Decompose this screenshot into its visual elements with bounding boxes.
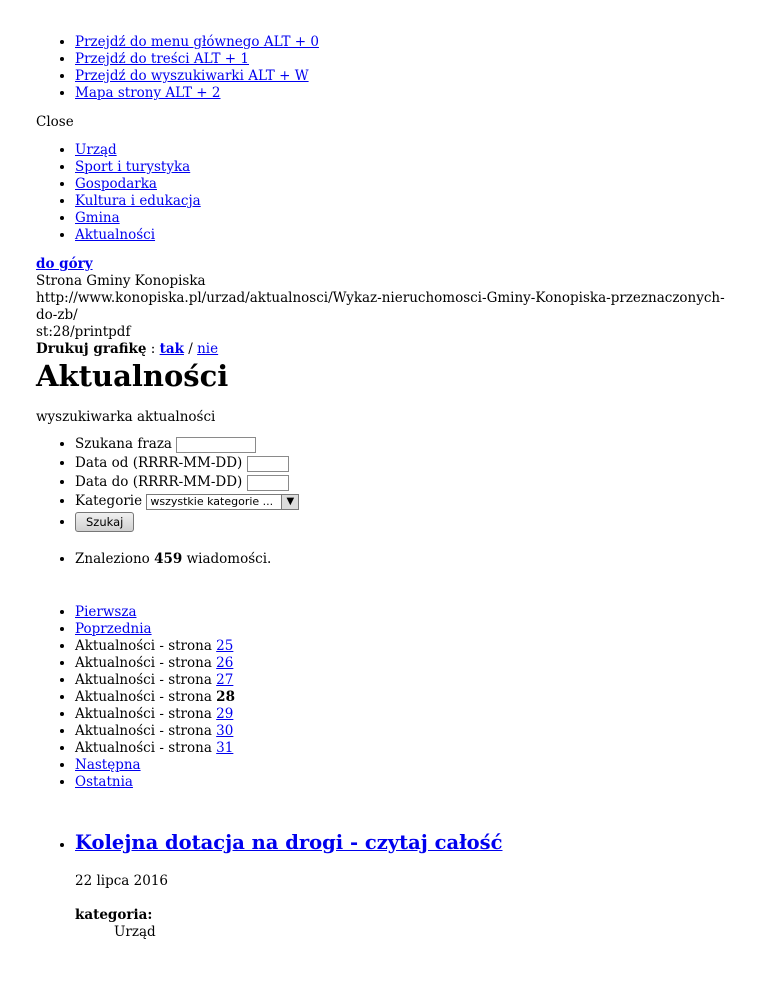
results-count-item xyxy=(75,551,271,568)
results-prefix: Znaleziono xyxy=(75,551,150,567)
pager-next-link[interactable]: Następna xyxy=(75,757,141,773)
page-url-line2: st:28/printpdf xyxy=(36,324,131,340)
results-summary xyxy=(36,551,271,568)
search-phrase-label: Szukana fraza xyxy=(75,436,172,452)
menu-link-gospodarka[interactable]: Gospodarka xyxy=(75,176,157,192)
search-phrase-input[interactable] xyxy=(176,437,256,453)
pager-page-prefix: Aktualności - strona xyxy=(75,672,212,688)
results-count: 459 xyxy=(154,551,183,567)
print-slash: / xyxy=(188,341,193,357)
menu-item xyxy=(75,176,201,193)
menu-item xyxy=(75,227,201,244)
site-name: Strona Gminy Konopiska xyxy=(36,273,206,289)
pager-item xyxy=(75,672,235,689)
news-category-label: kategoria: xyxy=(75,907,153,923)
menu-link-gmina[interactable]: Gmina xyxy=(75,210,120,226)
pager-item xyxy=(75,774,235,791)
menu-item xyxy=(75,210,201,227)
search-phrase-row xyxy=(75,436,299,455)
main-menu xyxy=(36,142,201,244)
print-graphics-row xyxy=(36,341,732,358)
date-to-input[interactable] xyxy=(247,475,289,491)
pager-current-page: 28 xyxy=(216,689,235,705)
menu-link-kultura[interactable]: Kultura i edukacja xyxy=(75,193,201,209)
skip-to-menu-link[interactable]: Przejdź do menu głównego ALT + 0 xyxy=(75,34,319,50)
news-item xyxy=(75,830,503,941)
search-submit-button[interactable]: Szukaj xyxy=(75,512,134,532)
skip-link-item xyxy=(75,51,319,68)
skip-to-content-link[interactable]: Przejdź do treści ALT + 1 xyxy=(75,51,249,67)
pager-item xyxy=(75,706,235,723)
menu-item xyxy=(75,193,201,210)
pager-page-link[interactable]: 29 xyxy=(216,706,234,722)
skip-link-item xyxy=(75,85,319,102)
pager-item xyxy=(75,689,235,706)
pager-item xyxy=(75,638,235,655)
category-select-value: wszystkie kategorie ... xyxy=(150,495,274,508)
date-from-row xyxy=(75,455,299,474)
dropdown-arrow-icon[interactable]: ▼ xyxy=(281,495,298,509)
category-label: Kategorie xyxy=(75,493,143,509)
skip-link-item xyxy=(75,68,319,85)
news-category-value: Urząd xyxy=(114,924,156,940)
pager-item xyxy=(75,740,235,757)
pager-page-prefix: Aktualności - strona xyxy=(75,689,212,705)
menu-link-urzad[interactable]: Urząd xyxy=(75,142,117,158)
category-select[interactable] xyxy=(146,494,299,510)
menu-item xyxy=(75,142,201,159)
pager-item xyxy=(75,655,235,672)
search-form xyxy=(36,436,299,531)
results-suffix: wiadomości. xyxy=(186,551,272,567)
pager-item xyxy=(75,604,235,621)
news-title-link[interactable]: Kolejna dotacja na drogi - czytaj całość xyxy=(75,831,503,854)
pager-item xyxy=(75,723,235,740)
pager-page-prefix: Aktualności - strona xyxy=(75,740,212,756)
date-to-row xyxy=(75,474,299,493)
menu-link-aktualnosci[interactable]: Aktualności xyxy=(75,227,156,243)
pager-first-link[interactable]: Pierwsza xyxy=(75,604,137,620)
menu-link-sport[interactable]: Sport i turystyka xyxy=(75,159,191,175)
pager-page-link[interactable]: 31 xyxy=(216,740,234,756)
pager-page-prefix: Aktualności - strona xyxy=(75,638,212,654)
pager-page-prefix: Aktualności - strona xyxy=(75,723,212,739)
category-row xyxy=(75,493,299,512)
pager-page-prefix: Aktualności - strona xyxy=(75,655,212,671)
news-list xyxy=(36,830,503,941)
sitemap-link[interactable]: Mapa strony ALT + 2 xyxy=(75,85,221,101)
submit-row xyxy=(75,512,299,531)
skip-link-item xyxy=(75,34,319,51)
pager-page-link[interactable]: 30 xyxy=(216,723,234,739)
print-graphics-no-link[interactable]: nie xyxy=(197,341,219,357)
pagination xyxy=(36,604,235,791)
pager-item xyxy=(75,621,235,638)
pager-page-link[interactable]: 26 xyxy=(216,655,234,671)
menu-item xyxy=(75,159,201,176)
close-label[interactable]: Close xyxy=(36,114,74,130)
back-to-top-link[interactable]: do góry xyxy=(36,256,93,272)
pager-item xyxy=(75,757,235,774)
print-info xyxy=(36,256,732,358)
pager-page-link[interactable]: 25 xyxy=(216,638,234,654)
date-from-label: Data od (RRRR-MM-DD) xyxy=(75,455,243,471)
skip-to-search-link[interactable]: Przejdź do wyszukiwarki ALT + W xyxy=(75,68,309,84)
pager-prev-link[interactable]: Poprzednia xyxy=(75,621,152,637)
news-date: 22 lipca 2016 xyxy=(75,873,169,889)
skip-links xyxy=(36,34,319,102)
print-separator: : xyxy=(150,341,156,357)
pager-page-link[interactable]: 27 xyxy=(216,672,234,688)
pager-last-link[interactable]: Ostatnia xyxy=(75,774,133,790)
search-heading: wyszukiwarka aktualności xyxy=(36,409,216,425)
pager-page-prefix: Aktualności - strona xyxy=(75,706,212,722)
date-to-label: Data do (RRRR-MM-DD) xyxy=(75,474,243,490)
print-graphics-yes-link[interactable]: tak xyxy=(159,341,184,357)
print-graphics-label: Drukuj grafikę xyxy=(36,341,147,357)
page-url-line1: http://www.konopiska.pl/urzad/aktualnosci/Wykaz-nieruchomosci-Gminy-Konopiska-przeznaczonych-do-zb/ xyxy=(36,290,725,323)
date-from-input[interactable] xyxy=(247,456,289,472)
page-title: Aktualności xyxy=(36,359,229,393)
